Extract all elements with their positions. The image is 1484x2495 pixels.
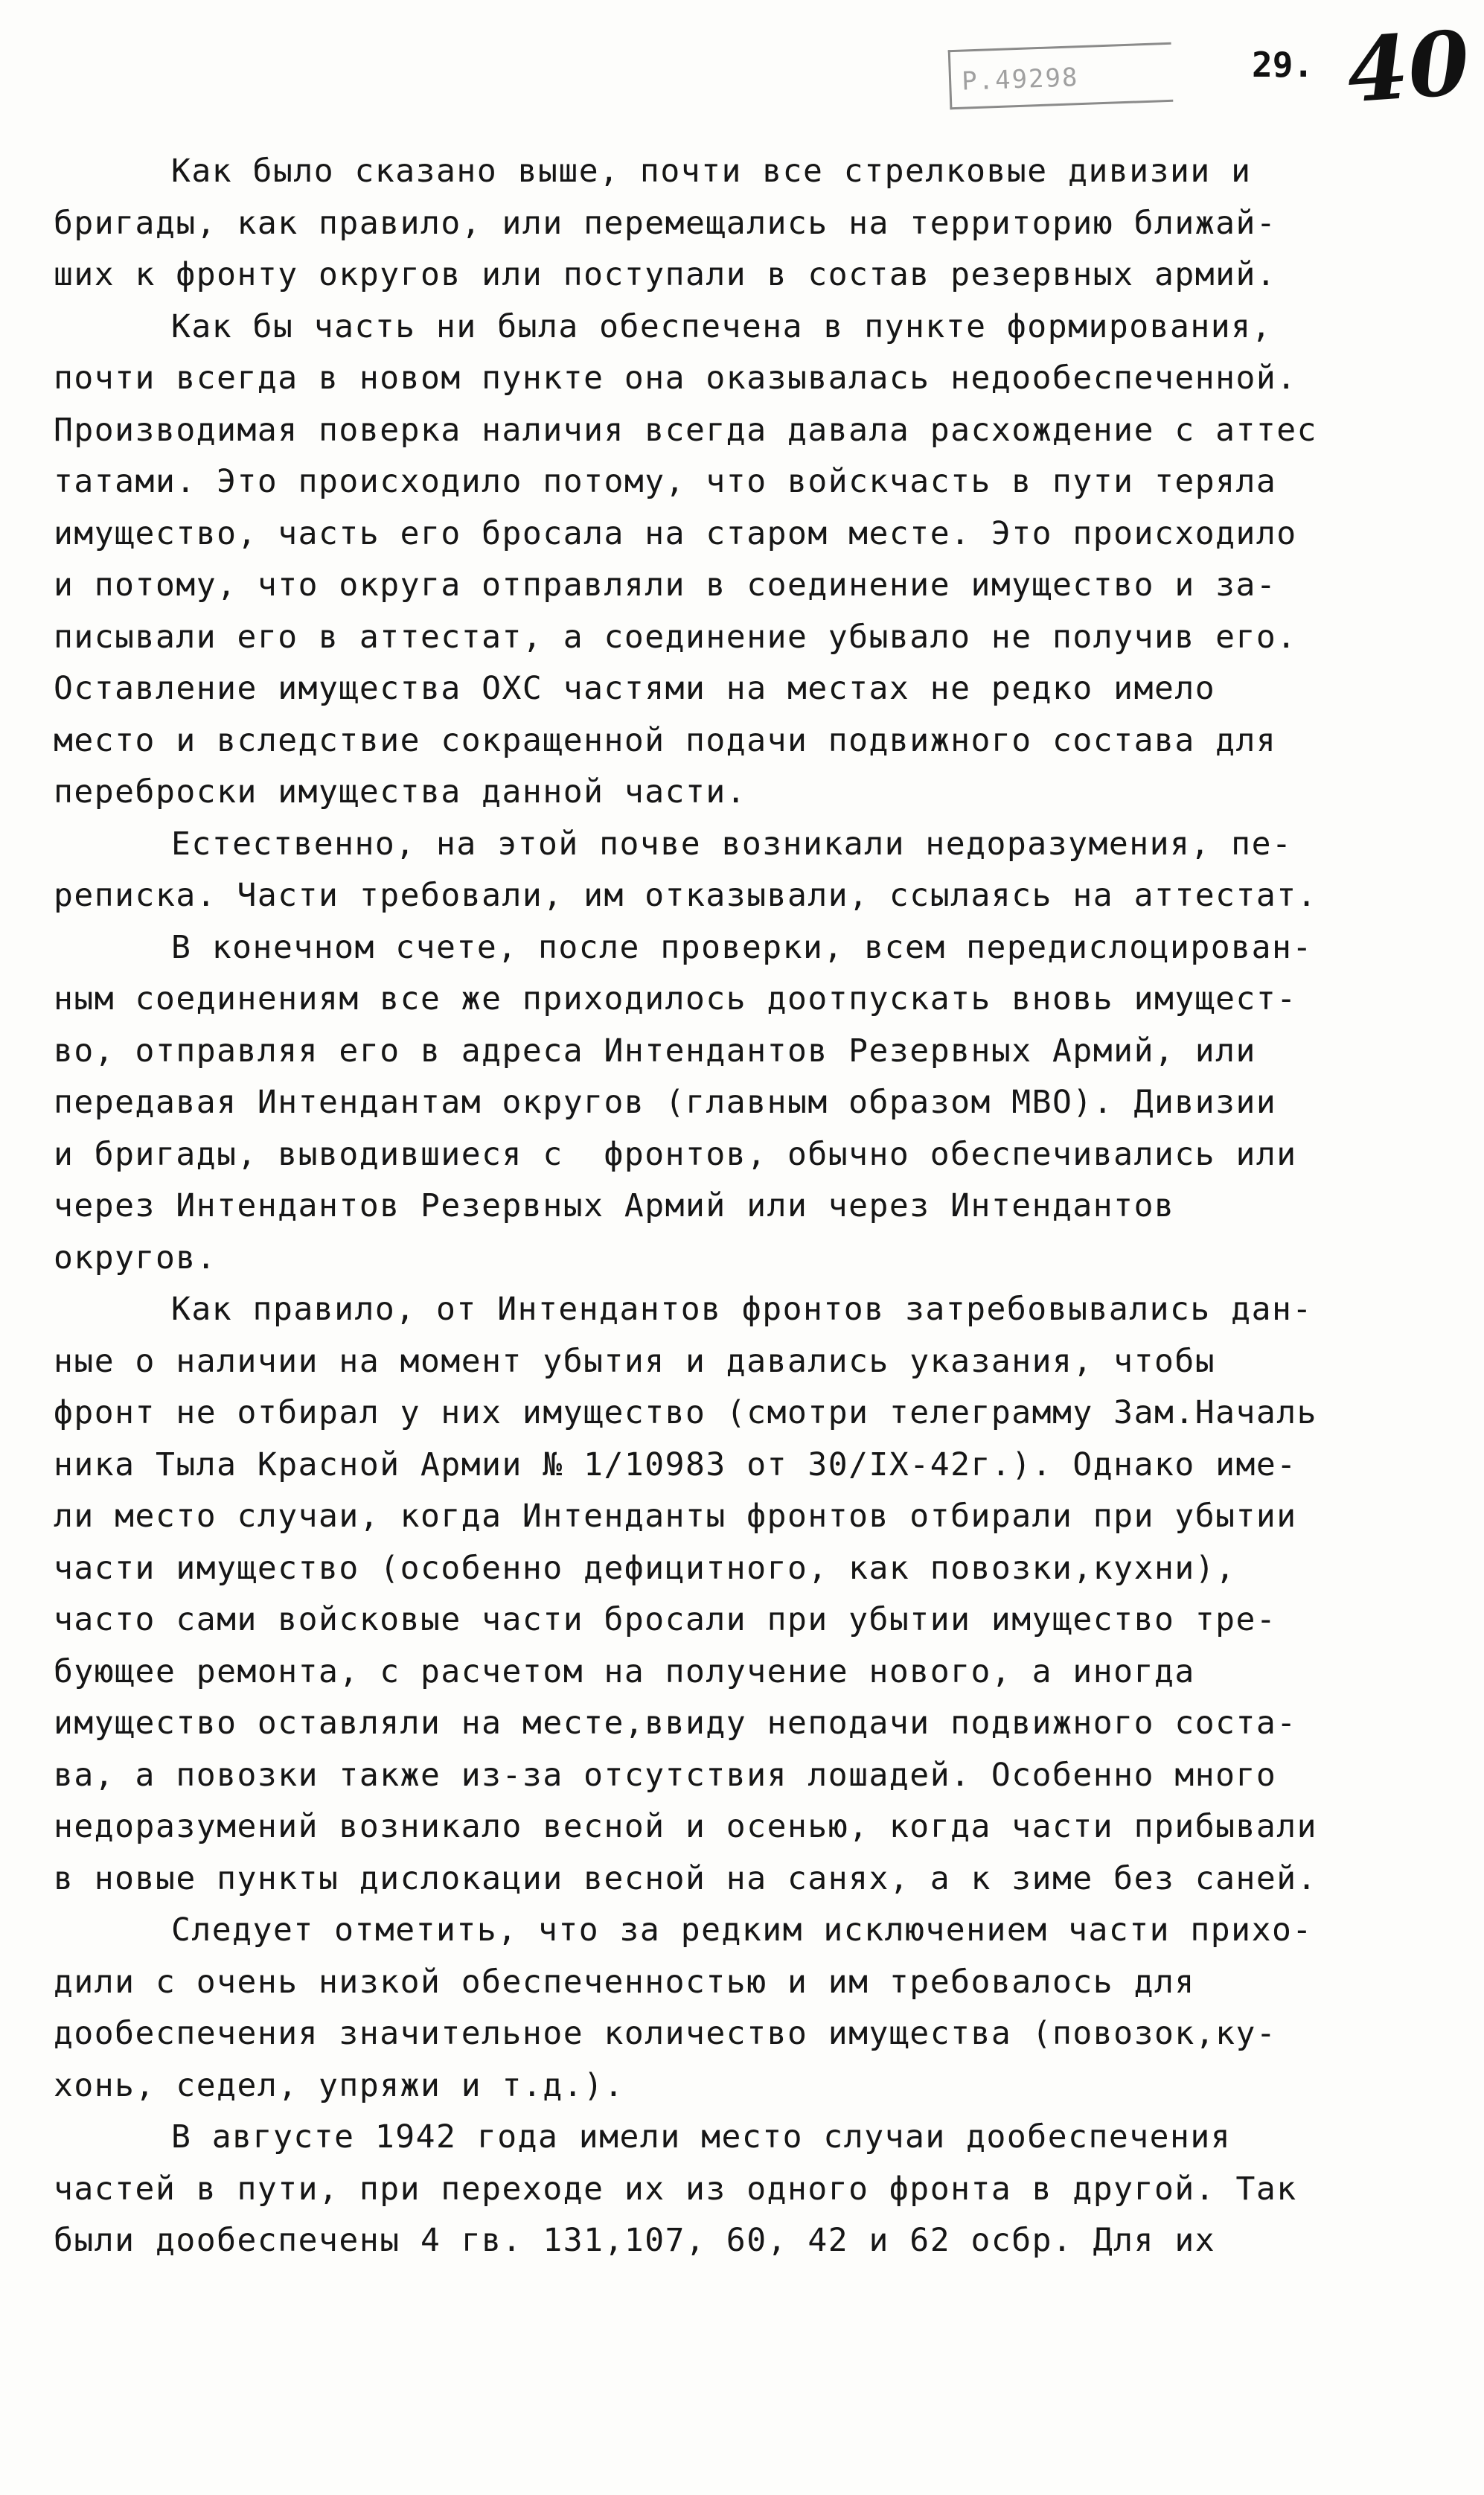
- text-line: Оставление имущества ОХС частями на местах не редко имело: [54, 670, 1216, 707]
- text-line: писывали его в аттестат, а соединение убывало не получив его.: [54, 618, 1297, 656]
- text-line: бригады, как правило, или перемещались на территорию ближай-: [54, 204, 1277, 242]
- text-line: ва, а повозки также из-за отсутствия лошадей. Особенно много: [54, 1756, 1277, 1794]
- text-line: округов.: [54, 1239, 217, 1277]
- text-line: реписка. Части требовали, им отказывали, ссылаясь на аттестат.: [54, 877, 1318, 914]
- text-line: в новые пункты дислокации весной на санях, а к зиме без саней.: [54, 1859, 1318, 1897]
- text-line: дообеспечения значительное количество имущества (повозок,ку-: [54, 2015, 1277, 2052]
- text-line: место и вследствие сокращенной подачи подвижного состава для: [54, 721, 1277, 759]
- text-line: Производимая поверка наличия всегда давала расхождение с аттес: [54, 411, 1318, 449]
- document-body: [54, 146, 1468, 2267]
- text-line: Как правило, от Интендантов фронтов затребовывались дан-: [171, 1291, 1313, 1328]
- text-line: ные о наличии на момент убытия и давались указания, чтобы: [54, 1342, 1216, 1380]
- page-number: 29.: [1252, 45, 1314, 85]
- text-line: ным соединениям все же приходилось доотпускать вновь имущест-: [54, 980, 1297, 1018]
- text-line: имущество оставляли на месте,ввиду неподачи подвижного соста-: [54, 1705, 1297, 1742]
- text-line: Следует отметить, что за редким исключением части прихо-: [171, 1911, 1313, 1949]
- text-line: ших к фронту округов или поступали в состав резервных армий.: [54, 256, 1277, 293]
- text-line: передавая Интендантам округов (главным образом МВО). Дивизии: [54, 1084, 1277, 1121]
- archive-stamp: Р.49298: [948, 42, 1174, 109]
- text-line: часто сами войсковые части бросали при убытии имущество тре-: [54, 1601, 1277, 1638]
- text-line: фронт не отбирал у них имущество (смотри телеграмму Зам.Началь: [54, 1394, 1318, 1431]
- text-line: хонь, седел, упряжи и т.д.).: [54, 2066, 624, 2104]
- text-line: дили с очень низкой обеспеченностью и им требовалось для: [54, 1963, 1195, 2001]
- text-line: во, отправляя его в адреса Интендантов Резервных Армий, или: [54, 1032, 1256, 1070]
- handwritten-sheet-number: 40: [1343, 10, 1473, 123]
- text-line: ника Тыла Красной Армии № 1/10983 от 30/IX-42г.). Однако име-: [54, 1445, 1297, 1483]
- text-line: почти всегда в новом пункте она оказывалась недообеспеченной.: [54, 360, 1297, 397]
- text-line: имущество, часть его бросала на старом месте. Это происходило: [54, 514, 1297, 552]
- text-line: В конечном счете, после проверки, всем передислоцирован-: [171, 928, 1313, 966]
- text-line: переброски имущества данной части.: [54, 773, 747, 811]
- text-line: и потому, что округа отправляли в соединение имущество и за-: [54, 566, 1277, 604]
- text-line: через Интендантов Резервных Армий или через Интендантов: [54, 1187, 1175, 1224]
- text-line: были дообеспечены 4 гв. 131,107, 60, 42 и 62 осбр. Для их: [54, 2222, 1216, 2259]
- text-line: Как было сказано выше, почти все стрелковые дивизии и: [171, 153, 1252, 190]
- text-line: татами. Это происходило потому, что войскчасть в пути теряла: [54, 463, 1277, 500]
- text-line: и бригады, выводившиеся с фронтов, обычно обеспечивались или: [54, 1135, 1297, 1173]
- text-line: Как бы часть ни была обеспечена в пункте формирования,: [171, 307, 1272, 345]
- text-line: части имущество (особенно дефицитного, как повозки,кухни),: [54, 1549, 1236, 1587]
- text-line: бующее ремонта, с расчетом на получение нового, а иногда: [54, 1652, 1195, 1690]
- text-line: ли место случаи, когда Интенданты фронтов отбирали при убытии: [54, 1498, 1297, 1535]
- text-line: Естественно, на этой почве возникали недоразумения, пе-: [171, 825, 1293, 863]
- text-line: частей в пути, при переходе их из одного фронта в другой. Так: [54, 2170, 1297, 2208]
- text-line: В августе 1942 года имели место случаи дообеспечения: [171, 2118, 1232, 2156]
- text-line: недоразумений возникало весной и осенью, когда части прибывали: [54, 1808, 1318, 1845]
